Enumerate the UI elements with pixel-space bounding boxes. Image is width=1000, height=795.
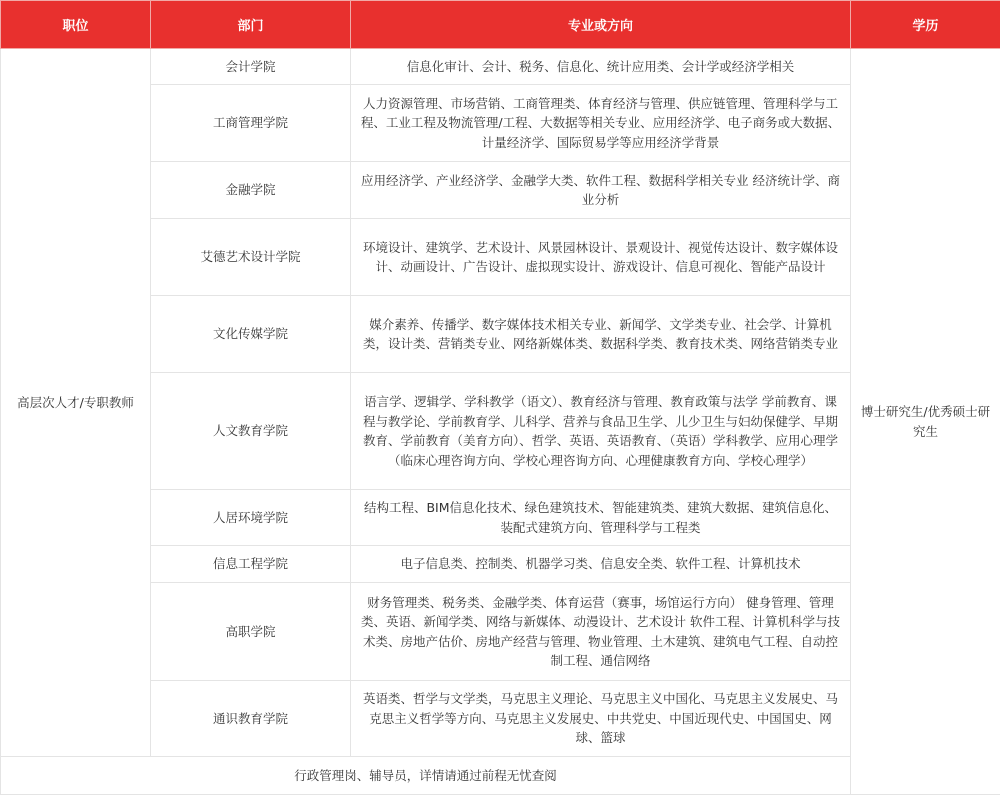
department-cell: 艾德艺术设计学院: [151, 219, 351, 296]
major-cell: 结构工程、BIM信息化技术、绿色建筑技术、智能建筑类、建筑大数据、建筑信息化、装配式建筑方向、管理科学与工程类: [351, 490, 851, 546]
header-education: 学历: [851, 1, 1000, 49]
department-cell: 高职学院: [151, 583, 351, 681]
major-cell: 英语类、哲学与文学类，马克思主义理论、马克思主义中国化、马克思主义发展史、马克思主义哲学等方向、马克思主义发展史、中共党史、中国近现代史、中国国史、网球、篮球: [351, 681, 851, 757]
department-cell: 通识教育学院: [151, 681, 351, 757]
major-cell: 电子信息类、控制类、机器学习类、信息安全类、软件工程、计算机技术: [351, 546, 851, 583]
table-row: [1, 681, 1000, 757]
table-row: [1, 219, 1000, 296]
header-major: 专业或方向: [351, 1, 851, 49]
major-cell: 环境设计、建筑学、艺术设计、风景园林设计、景观设计、视觉传达设计、数字媒体设计、动画设计、广告设计、虚拟现实设计、游戏设计、信息可视化、智能产品设计: [351, 219, 851, 296]
major-cell: 应用经济学、产业经济学、金融学大类、软件工程、数据科学相关专业 经济统计学、商业分析: [351, 162, 851, 219]
footer-note: 行政管理岗、辅导员，详情请通过前程无忧查阅: [1, 757, 851, 795]
education-cell: 博士研究生/优秀硕士研究生: [851, 49, 1000, 795]
table-row: [1, 583, 1000, 681]
department-cell: 信息工程学院: [151, 546, 351, 583]
table-row: [1, 49, 1000, 85]
department-cell: 文化传媒学院: [151, 296, 351, 373]
table-row: [1, 546, 1000, 583]
department-cell: 人居环境学院: [151, 490, 351, 546]
major-cell: 财务管理类、税务类、金融学类、体育运营（赛事，场馆运行方向） 健身管理、管理类、英语、新闻学类、网络与新媒体、动漫设计、艺术设计 软件工程、计算机科学与技术类、房地产估价、房地产经营与管理、物业管理、土木建筑、建筑电气工程、自动控制工程、通信网络: [351, 583, 851, 681]
department-cell: 金融学院: [151, 162, 351, 219]
major-cell: 媒介素养、传播学、数字媒体技术相关专业、新闻学、文学类专业、社会学、计算机类，设计类、营销类专业、网络新媒体类、数据科学类、教育技术类、网络营销类专业: [351, 296, 851, 373]
footer-row: [1, 757, 1000, 795]
table-row: [1, 85, 1000, 162]
major-cell: 语言学、逻辑学、学科教学（语文）、教育经济与管理、教育政策与法学 学前教育、课程与教学论、学前教育学、儿科学、营养与食品卫生学、儿少卫生与妇幼保健学、早期教育、学前教育（美育方向）、哲学、英语、英语教育、（英语）学科教学、应用心理学（临床心理咨询方向、学校心理咨询方向、心理健康教育方向、学校心理学）: [351, 373, 851, 490]
department-cell: 人文教育学院: [151, 373, 351, 490]
department-cell: 会计学院: [151, 49, 351, 85]
table-row: [1, 162, 1000, 219]
major-cell: 人力资源管理、市场营销、工商管理类、体育经济与管理、供应链管理、管理科学与工程、工业工程及物流管理/工程、大数据等相关专业、应用经济学、电子商务或大数据、计量经济学、国际贸易学等应用经济学背景: [351, 85, 851, 162]
table-row: [1, 296, 1000, 373]
table-row: [1, 373, 1000, 490]
department-cell: 工商管理学院: [151, 85, 351, 162]
major-cell: 信息化审计、会计、税务、信息化、统计应用类、会计学或经济学相关: [351, 49, 851, 85]
header-position: 职位: [1, 1, 151, 49]
table-header-row: [1, 1, 1000, 49]
position-cell: 高层次人才/专职教师: [1, 49, 151, 757]
table-row: [1, 490, 1000, 546]
header-department: 部门: [151, 1, 351, 49]
